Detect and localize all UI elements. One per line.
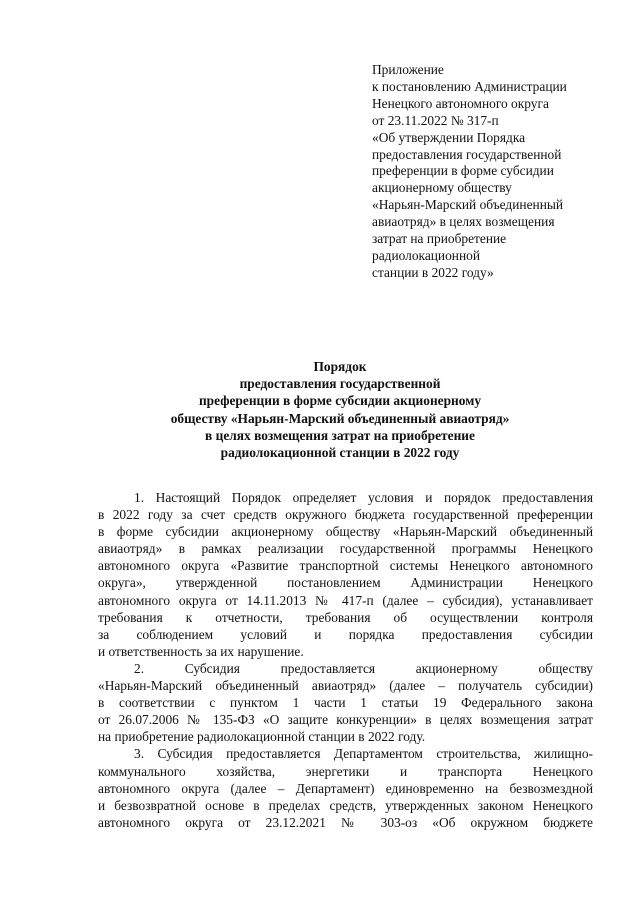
paragraph-line: коммунального хозяйства, энергетики и транспорта Ненецкого xyxy=(98,763,593,779)
document-body xyxy=(98,489,593,831)
appendix-line: затрат на приобретение xyxy=(372,231,507,247)
paragraph-line: в 2022 году за счет средств окружного бюджета государственной преференции xyxy=(98,507,593,523)
appendix-line: «Нарьян-Марский объединенный xyxy=(372,197,564,213)
paragraph-line: от 26.07.2006 № 135-ФЗ «О защите конкуренции» в целях возмещения затрат xyxy=(98,712,593,728)
title-line: радиолокационной станции в 2022 году xyxy=(220,445,460,461)
paragraph-line: на приобретение радиолокационной станции в 2022 году. xyxy=(98,729,426,745)
appendix-line: радиолокационной xyxy=(372,247,480,263)
document-title xyxy=(60,358,620,461)
paragraph-line: авиаотряд» в рамках реализации государственной программы Ненецкого xyxy=(98,541,593,557)
paragraph-line: округа», утвержденной постановлением Администрации Ненецкого xyxy=(98,575,593,591)
title-line: обществу «Нарьян-Марский объединенный авиаотряд» xyxy=(170,410,510,426)
paragraph-3 xyxy=(98,745,593,830)
paragraph-line: за соблюдением условий и порядка предоставления субсидии xyxy=(98,626,593,642)
appendix-line: акционерному обществу xyxy=(372,180,512,196)
appendix-line: преференции в форме субсидии xyxy=(372,163,554,179)
paragraph-line: 1. Настоящий Порядок определяет условия и порядок предоставления xyxy=(134,490,593,505)
paragraph-line: автономного округа «Развитие транспортной системы Ненецкого автономного xyxy=(98,558,593,574)
title-line: преференции в форме субсидии акционерному xyxy=(198,393,482,409)
title-line: предоставления государственной xyxy=(239,376,441,392)
appendix-header xyxy=(372,62,612,282)
paragraph-line: автономного округа от 23.12.2021 № 303-оз «Об окружном бюджете xyxy=(98,814,593,830)
appendix-line: Ненецкого автономного округа xyxy=(372,95,549,111)
paragraph-line: автономного округа от 14.11.2013 № 417-п (далее – субсидия), устанавливает xyxy=(98,592,593,608)
paragraph-2 xyxy=(98,660,593,745)
paragraph-line: и безвозвратной основе в пределах средств, утвержденных законом Ненецкого xyxy=(98,797,593,813)
appendix-line: авиаотряд» в целях возмещения xyxy=(372,214,555,230)
appendix-line: от 23.11.2022 № 317-п xyxy=(372,112,499,128)
paragraph-line: автономного округа (далее – Департамент) единовременно на безвозмездной xyxy=(98,780,593,796)
paragraph-line: 3. Субсидия предоставляется Департаментом строительства, жилищно- xyxy=(134,746,593,762)
paragraph-line: и ответственность за их нарушение. xyxy=(98,643,304,659)
paragraph-line: «Нарьян-Марский объединенный авиаотряд» (далее – получатель субсидии) xyxy=(98,678,593,694)
appendix-line: станции в 2022 году» xyxy=(372,264,494,280)
paragraph-1 xyxy=(98,489,593,660)
appendix-line: «Об утверждении Порядка xyxy=(372,129,526,145)
appendix-line: к постановлению Администрации xyxy=(372,78,567,94)
appendix-line: Приложение xyxy=(372,62,444,77)
title-line: в целях возмещения затрат на приобретение xyxy=(205,427,475,443)
title-line: Порядок xyxy=(313,359,367,374)
paragraph-line: в форме субсидии акционерному обществу «Нарьян-Марский объединенный xyxy=(98,524,593,540)
paragraph-line: в соответствии с пунктом 1 части 1 статьи 19 Федерального закона xyxy=(98,695,593,711)
paragraph-line: 2. Субсидия предоставляется акционерному обществу xyxy=(134,660,593,676)
appendix-line: предоставления государственной xyxy=(372,146,562,162)
paragraph-line: требования к отчетности, требования об осуществлении контроля xyxy=(98,609,593,625)
